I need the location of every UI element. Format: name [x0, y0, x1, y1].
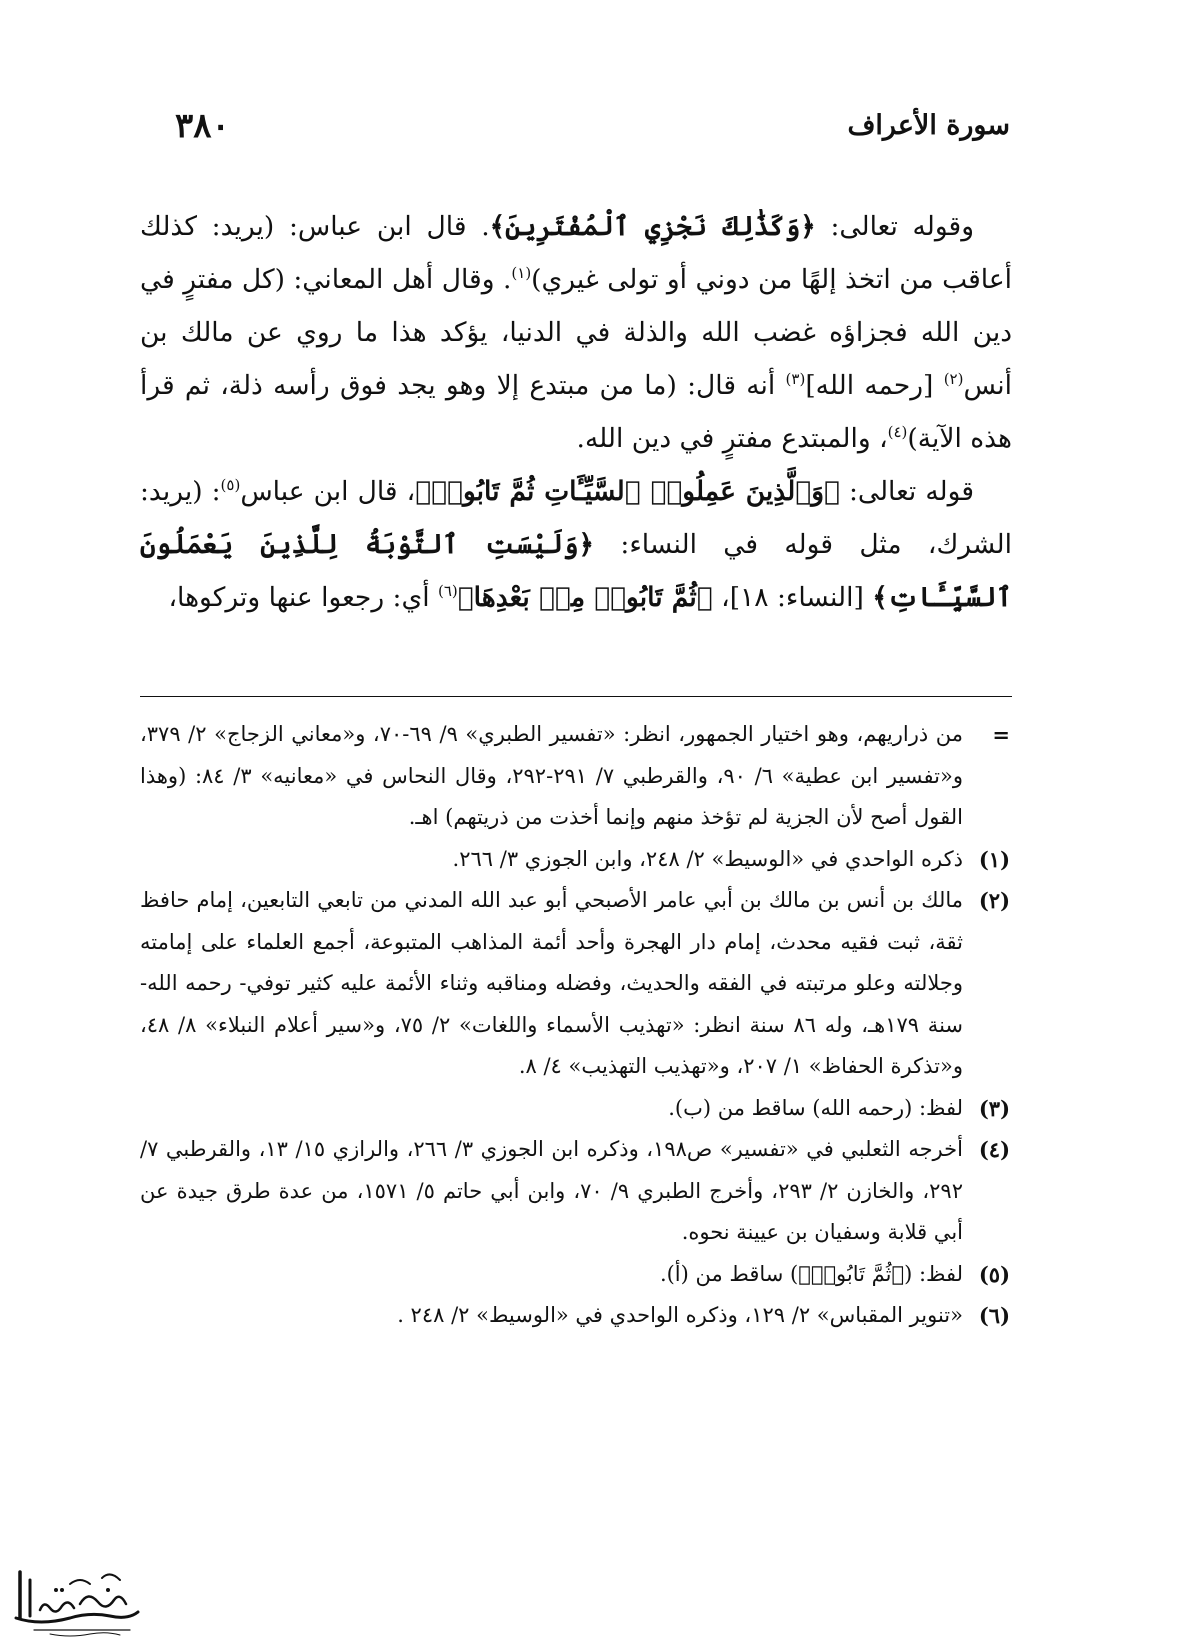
running-title: سورة الأعراف [847, 110, 1010, 141]
footnote-text: لفظ: (رحمه الله) ساقط من (ب). [668, 1095, 963, 1120]
footnote-marker: (١) [978, 846, 1010, 872]
footnote-ref: (٢) [943, 370, 964, 389]
footnote-2 [140, 880, 1010, 1088]
footnote-ref: (٦) [438, 582, 458, 601]
page-header [175, 104, 1010, 160]
footnote-marker: (٦) [978, 1303, 1010, 1328]
text-run: [النساء: ١٨]، [712, 582, 873, 613]
footnote-text: أخرجه الثعلبي في «تفسير» ص١٩٨، وذكره ابن الجوزي ٣/ ٢٦٦، والرازي ١٥/ ١٣، والقرطبي ٧/ ٢٩٢، والخازن ٢/ ٢٩٣، وأخرج الطبري ٩/ ٧٠، وابن أبي حاتم ٥/ ١٥٧١، من عدة طرق جيدة عن أبي قلابة وسفيان بن عيينة نحوه. [140, 1137, 963, 1244]
text-run: : (يريد: الشرك، مثل قوله في النساء: [140, 476, 1012, 560]
quran-verse: ﴿وَكَذَٰلِكَ نَجْزِي ٱلْمُفْتَرِينَ﴾ [489, 211, 816, 242]
continuation-marker: = [992, 722, 1010, 747]
footnotes [140, 714, 1010, 1337]
page-number: ٣٨٠ [175, 106, 230, 146]
text-run: . وقال أهل المعاني: (كل مفترٍ في دين الله فجزاؤه غضب الله والذلة في الدنيا، يؤكد هذا ما روي عن مالك بن أنس [140, 264, 1012, 401]
quran-verse: ﴿وَلَيْسَتِ ٱلتَّوْبَةُ لِلَّذِينَ يَعْمَلُونَ ٱلسَّيِّـَٔاتِ﴾ [140, 529, 1012, 613]
footnote-ref: (٤) [887, 423, 908, 442]
footnote-ref: (٣) [785, 370, 806, 389]
text-run: قوله تعالى: [839, 476, 974, 507]
text-run: أنه قال: (ما من مبتدع إلا وهو يجد فوق رأسه ذلة، ثم قرأ هذه الآية) [140, 370, 1012, 454]
footnote-ref: (١) [511, 264, 532, 283]
quran-verse: ﴿ثُمَّ تَابُوا۟ مِنۢ بَعْدِهَا﴾ [457, 582, 713, 613]
footnote-6 [140, 1295, 1010, 1337]
footnote-1 [140, 839, 1010, 881]
footnote-marker: (٤) [978, 1137, 1010, 1162]
text-run: أي: رجعوا عنها وتركوها، [168, 582, 438, 613]
footnote-marker: (٣) [978, 1095, 1010, 1121]
text-run: ، قال ابن عباس [240, 476, 416, 507]
footnote-text: مالك بن أنس بن مالك بن أبي عامر الأصبحي أبو عبد الله المدني من تابعي التابعين، إمام حافظ ثقة، ثبت فقيه محدث، إمام دار الهجرة وأحد أئمة المذاهب المتبوعة، أجمع العلماء على إمامته وجلالته وعلو مرتبته في الفقه والحديث، وفضله ومناقبه وثناء الأئمة عليه كثير توفي- رحمه الله- سنة ١٧٩هـ، وله ٨٦ سنة انظر: «تهذيب الأسماء واللغات» ٢/ ٧٥، و«سير أعلام النبلاء» ٨/ ٤٨، و«تذكرة الحفاظ» ١/ ٢٠٧، و«تهذيب التهذيب» ٤/ ٨. [140, 888, 963, 1078]
watermark-logo [10, 1560, 145, 1640]
text-run: [رحمه الله] [805, 370, 944, 401]
quran-verse: ﴿وَٱلَّذِينَ عَمِلُوا۟ ٱلسَّيِّـَٔاتِ ثُمَّ تَابُوا۟﴾ [415, 476, 840, 507]
footnote-5 [140, 1254, 1010, 1296]
footnote-text: «تنوير المقباس» ٢/ ١٢٩، وذكره الواحدي في «الوسيط» ٢/ ٢٤٨ . [397, 1303, 963, 1327]
footnote-ref: (٥) [220, 476, 241, 495]
footnote-marker: (٢) [978, 888, 1010, 913]
footnote-text: من ذراريهم، وهو اختيار الجمهور، انظر: «تفسير الطبري» ٩/ ٦٩-٧٠، و«معاني الزجاج» ٢/ ٣٧٩، و«تفسير ابن عطية» ٦/ ٩٠، والقرطبي ٧/ ٢٩١-٢٩٢، وقال النحاس في «معانيه» ٣/ ٨٤: (وهذا القول أصح لأن الجزية لم تؤخذ منهم وإنما أخذت من ذريتهم) اهـ. [140, 722, 963, 829]
text-run: وقوله تعالى: [815, 211, 974, 242]
footnote-marker: (٥) [978, 1261, 1010, 1287]
main-text [140, 200, 1012, 624]
footnote-4 [140, 1129, 1010, 1254]
footnote-text: لفظ: (﴿ثُمَّ تَابُوا۟﴾) ساقط من (أ). [659, 1261, 963, 1286]
footnote-separator [140, 696, 1012, 697]
calligraphy-logo-icon [10, 1560, 145, 1640]
text-run: . قال ابن عباس: (يريد: كذلك أعاقب من اتخذ إلهًا من دوني أو تولى غيري) [140, 211, 1013, 295]
footnote-3 [140, 1088, 1010, 1130]
paragraph-1 [140, 200, 1012, 465]
text-run: ، والمبتدع مفترٍ في دين الله. [576, 423, 888, 454]
paragraph-2 [140, 465, 1012, 624]
footnote-text: ذكره الواحدي في «الوسيط» ٢/ ٢٤٨، وابن الجوزي ٣/ ٢٦٦. [452, 846, 963, 871]
footnote-continuation [140, 714, 1010, 839]
